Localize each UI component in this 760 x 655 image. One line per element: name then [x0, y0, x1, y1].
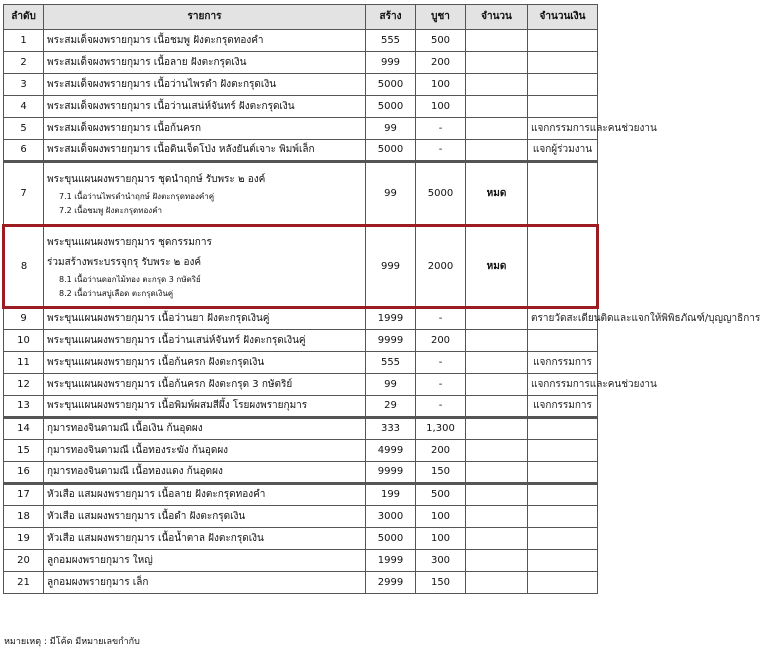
table-row	[4, 162, 598, 226]
row-price: 200	[416, 330, 466, 352]
row-no: 10	[4, 330, 44, 352]
table-row	[4, 572, 598, 594]
row-qty	[466, 52, 528, 74]
row-made: 999	[366, 226, 416, 308]
table-row	[4, 118, 598, 140]
table-row	[4, 140, 598, 162]
header-item: รายการ	[44, 5, 366, 30]
row-made: 99	[366, 374, 416, 396]
row-made: 555	[366, 352, 416, 374]
row-item: หัวเสือ แสมผงพรายกุมาร เนื้อลาย ฝังตะกรุดทองคำ	[44, 484, 366, 506]
row-amount: แจกผู้ร่วมงาน	[528, 140, 598, 162]
row-amount	[528, 418, 598, 440]
row-amount: แจกกรรมการ	[528, 396, 598, 418]
row-item: พระขุนแผนผงพรายกุมาร เนื้อพิมพ์ผสมสีผึ้ง โรยผงพรายกุมาร	[44, 396, 366, 418]
header-no: ลำดับ	[4, 5, 44, 30]
row-qty	[466, 30, 528, 52]
row-qty	[466, 528, 528, 550]
row-item: พระสมเด็จผงพรายกุมาร เนื้อชมพู ฝังตะกรุดทองคำ	[44, 30, 366, 52]
table-row	[4, 74, 598, 96]
row-amount	[528, 74, 598, 96]
table-row	[4, 440, 598, 462]
header-qty: จำนวน	[466, 5, 528, 30]
row-price: 100	[416, 96, 466, 118]
header-row	[4, 5, 598, 30]
row-made: 4999	[366, 440, 416, 462]
row-qty	[466, 440, 528, 462]
row-price: 300	[416, 550, 466, 572]
row-no: 5	[4, 118, 44, 140]
row-qty	[466, 396, 528, 418]
row-price: 100	[416, 528, 466, 550]
row-made: 199	[366, 484, 416, 506]
row-made: 99	[366, 162, 416, 226]
row-price: 150	[416, 572, 466, 594]
table-row	[4, 550, 598, 572]
row-made: 5000	[366, 140, 416, 162]
row-item: ลูกอมผงพรายกุมาร ใหญ่	[44, 550, 366, 572]
remark-note: หมายเหตุ : มีโค้ด มีหมายเลขกำกับ	[4, 637, 140, 647]
row-item: กุมารทองจินดามณี เนื้อเงิน ก้นอุดผง	[44, 418, 366, 440]
row-item: พระสมเด็จผงพรายกุมาร เนื้อก้นครก	[44, 118, 366, 140]
row-item: พระขุนแผนผงพรายกุมาร เนื้อว่านเสน่ห์จันทร์ ฝังตะกรุดเงินคู่	[44, 330, 366, 352]
row-price: 2000	[416, 226, 466, 308]
table-row	[4, 330, 598, 352]
row-made: 333	[366, 418, 416, 440]
table-row	[4, 396, 598, 418]
row-no: 18	[4, 506, 44, 528]
row-amount: แจกกรรมการและคนช่วยงาน	[528, 118, 598, 140]
row-no: 1	[4, 30, 44, 52]
row-price: -	[416, 396, 466, 418]
row-amount	[528, 52, 598, 74]
row-price: -	[416, 140, 466, 162]
row-item: กุมารทองจินดามณี เนื้อทองระฆัง ก้นอุดผง	[44, 440, 366, 462]
row-amount: ตรายวัดสะเดียนติดและแจกให้พิพิธภัณฑ์/บุญญาธิการ	[528, 308, 598, 330]
row-price: 500	[416, 30, 466, 52]
row-sub-item: 8.2 เนื้อว่านสบู่เลือด ตะกรุดเงินคู่	[59, 288, 174, 298]
row-amount	[528, 440, 598, 462]
header-amount: จำนวนเงิน	[528, 5, 598, 30]
row-item: กุมารทองจินดามณี เนื้อทองแดง ก้นอุดผง	[44, 462, 366, 484]
table-row	[4, 506, 598, 528]
row-made: 29	[366, 396, 416, 418]
row-price: 500	[416, 484, 466, 506]
row-sub-item: 7.2 เนื้อชมพู ฝังตะกรุดทองคำ	[59, 205, 163, 215]
row-no: 19	[4, 528, 44, 550]
row-amount	[528, 96, 598, 118]
row-sub-item: 7.1 เนื้อว่านไพรดำนำฤกษ์ ฝังตะกรุดทองคำคู่	[59, 191, 215, 201]
row-made: 1999	[366, 550, 416, 572]
row-no: 4	[4, 96, 44, 118]
row-price: 200	[416, 52, 466, 74]
row-amount	[528, 330, 598, 352]
row-amount	[528, 462, 598, 484]
row-no: 20	[4, 550, 44, 572]
row-no: 2	[4, 52, 44, 74]
row-qty	[466, 374, 528, 396]
row-qty	[466, 140, 528, 162]
table-row	[4, 308, 598, 330]
row-no: 7	[4, 162, 44, 226]
row-price: 100	[416, 506, 466, 528]
row-price: -	[416, 374, 466, 396]
row-made: 2999	[366, 572, 416, 594]
header-made: สร้าง	[366, 5, 416, 30]
row-made: 5000	[366, 96, 416, 118]
row-item: พระขุนแผนผงพรายกุมาร ชุดกรรมการ	[47, 236, 212, 248]
row-no: 11	[4, 352, 44, 374]
row-no: 3	[4, 74, 44, 96]
row-no: 9	[4, 308, 44, 330]
row-price: -	[416, 308, 466, 330]
row-qty: หมด	[466, 226, 528, 308]
row-amount: แจกกรรมการ	[528, 352, 598, 374]
row-item: พระสมเด็จผงพรายกุมาร เนื้อดินเจ็ดโป่ง หลังยันต์เจาะ พิมพ์เล็ก	[44, 140, 366, 162]
row-amount	[528, 30, 598, 52]
row-qty	[466, 484, 528, 506]
row-item: หัวเสือ แสมผงพรายกุมาร เนื้อดำ ฝังตะกรุดเงิน	[44, 506, 366, 528]
row-qty	[466, 74, 528, 96]
row-no: 8	[4, 226, 44, 308]
row-qty	[466, 118, 528, 140]
table-row	[4, 418, 598, 440]
row-made: 3000	[366, 506, 416, 528]
row-made: 555	[366, 30, 416, 52]
row-item: ลูกอมผงพรายกุมาร เล็ก	[44, 572, 366, 594]
row-made: 5000	[366, 74, 416, 96]
row-amount	[528, 226, 598, 308]
row-amount	[528, 506, 598, 528]
row-made: 1999	[366, 308, 416, 330]
row-qty	[466, 506, 528, 528]
amulet-order-table	[2, 4, 760, 594]
row-price: -	[416, 352, 466, 374]
row-item: พระขุนแผนผงพรายกุมาร เนื้อว่านยา ฝังตะกรุดเงินคู่	[44, 308, 366, 330]
row-amount	[528, 484, 598, 506]
row-amount	[528, 528, 598, 550]
row-no: 12	[4, 374, 44, 396]
row-no: 6	[4, 140, 44, 162]
row-amount	[528, 572, 598, 594]
row-qty	[466, 308, 528, 330]
table-row	[4, 462, 598, 484]
row-no: 16	[4, 462, 44, 484]
row-qty	[466, 96, 528, 118]
row-price: -	[416, 118, 466, 140]
row-item: พระสมเด็จผงพรายกุมาร เนื้อว่านเสน่ห์จันทร์ ฝังตะกรุดเงิน	[44, 96, 366, 118]
table-row	[4, 352, 598, 374]
row-qty	[466, 330, 528, 352]
row-qty	[466, 550, 528, 572]
row-price: 200	[416, 440, 466, 462]
row-price: 150	[416, 462, 466, 484]
row-price: 1,300	[416, 418, 466, 440]
row-no: 17	[4, 484, 44, 506]
table-row	[4, 528, 598, 550]
table-row	[4, 96, 598, 118]
row-qty	[466, 352, 528, 374]
row-qty	[466, 572, 528, 594]
row-amount: แจกกรรมการและคนช่วยงาน	[528, 374, 598, 396]
row-made: 5000	[366, 528, 416, 550]
header-price: บูชา	[416, 5, 466, 30]
row-item: พระสมเด็จผงพรายกุมาร เนื้อลาย ฝังตะกรุดเงิน	[44, 52, 366, 74]
table-row	[4, 484, 598, 506]
row-item-cell	[44, 162, 366, 226]
row-item: พระขุนแผนผงพรายกุมาร เนื้อก้นครก ฝังตะกรุด 3 กษัตริย์	[44, 374, 366, 396]
row-item: พระขุนแผนผงพรายกุมาร เนื้อก้นครก ฝังตะกรุดเงิน	[44, 352, 366, 374]
row-price: 100	[416, 74, 466, 96]
row-no: 14	[4, 418, 44, 440]
row-item: พระขุนแผนผงพรายกุมาร ชุดนำฤกษ์ รับพระ ๒ องค์	[47, 173, 266, 185]
row-amount	[528, 162, 598, 226]
row-no: 15	[4, 440, 44, 462]
row-price: 5000	[416, 162, 466, 226]
row-no: 13	[4, 396, 44, 418]
row-item-cell	[44, 226, 366, 308]
row-item: พระสมเด็จผงพรายกุมาร เนื้อว่านไพรดำ ฝังตะกรุดเงิน	[44, 74, 366, 96]
row-sub-item: 8.1 เนื้อว่านดอกไม้ทอง ตะกรุด 3 กษัตริย์	[59, 274, 201, 284]
row-item-line2: ร่วมสร้างพระบรรจุกรุ รับพระ ๒ องค์	[47, 256, 202, 268]
table-row-highlighted	[4, 226, 598, 308]
row-made: 999	[366, 52, 416, 74]
table-row	[4, 374, 598, 396]
row-qty	[466, 418, 528, 440]
row-qty	[466, 462, 528, 484]
row-item: หัวเสือ แสมผงพรายกุมาร เนื้อน้ำตาล ฝังตะกรุดเงิน	[44, 528, 366, 550]
row-qty: หมด	[466, 162, 528, 226]
row-amount	[528, 550, 598, 572]
table-row	[4, 30, 598, 52]
row-made: 9999	[366, 330, 416, 352]
row-no: 21	[4, 572, 44, 594]
table-row	[4, 52, 598, 74]
row-made: 99	[366, 118, 416, 140]
row-made: 9999	[366, 462, 416, 484]
